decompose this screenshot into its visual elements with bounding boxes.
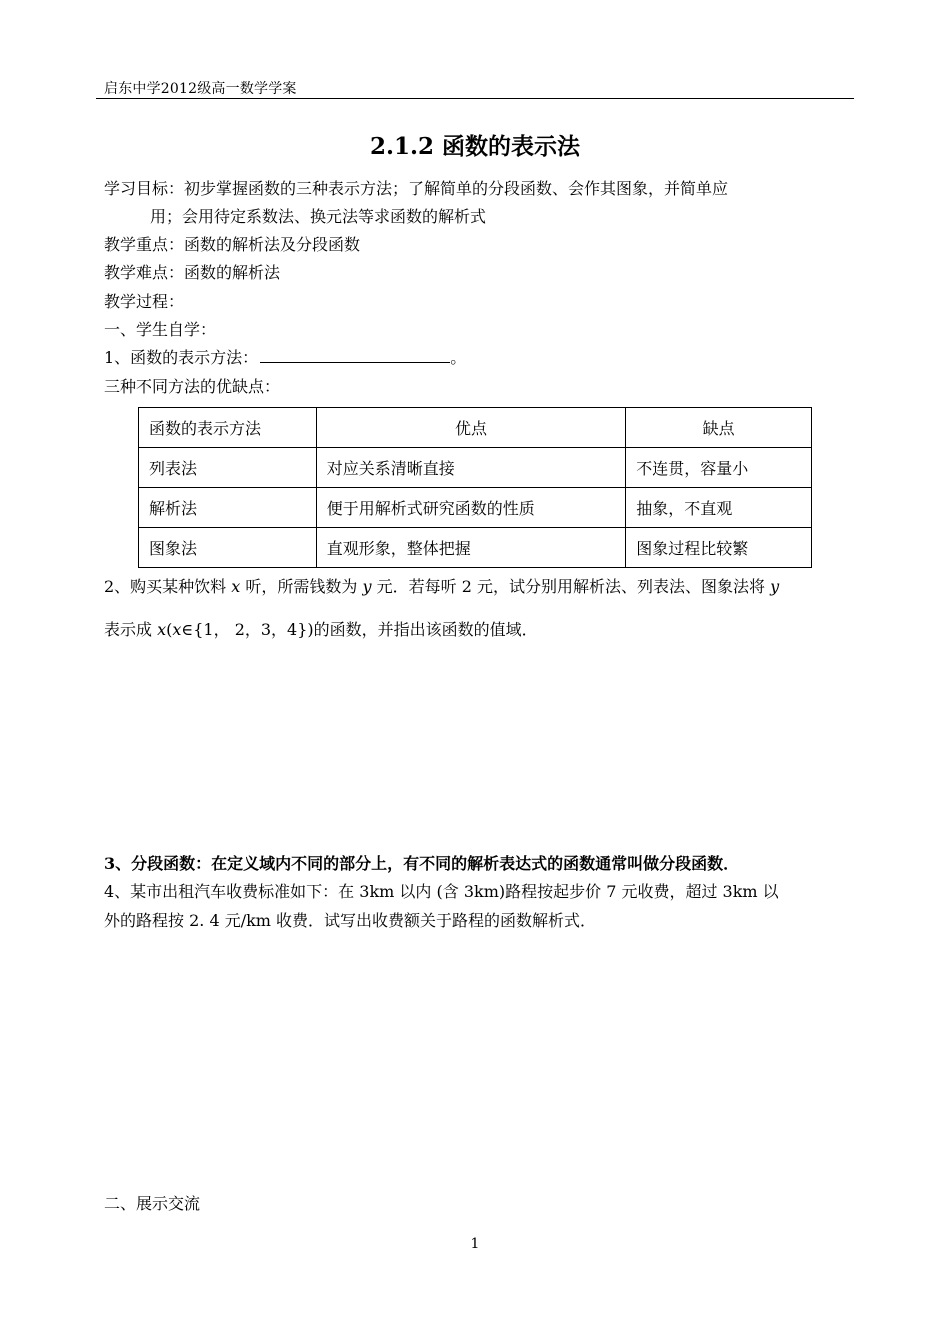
table-header-cell: 优点 bbox=[316, 408, 626, 448]
table-cell: 解析法 bbox=[139, 488, 317, 528]
question-2-line-2 bbox=[104, 617, 538, 640]
pros-cons-label: 三种不同方法的优缺点： bbox=[104, 377, 281, 396]
table-cell: 对应关系清晰直接 bbox=[316, 448, 626, 488]
table-cell: 便于用解析式研究函数的性质 bbox=[316, 488, 626, 528]
var-x: x bbox=[172, 620, 182, 639]
table-cell: 直观形象，整体把握 bbox=[316, 528, 626, 568]
document-title: 2.1.2 函数的表示法 bbox=[369, 133, 581, 160]
section-presentation: 二、展示交流 bbox=[104, 1194, 201, 1213]
page-number: 1 bbox=[470, 1236, 480, 1252]
table-cell: 抽象，不直观 bbox=[626, 488, 812, 528]
answer-blank[interactable] bbox=[260, 348, 450, 363]
table-cell: 图象法 bbox=[139, 528, 317, 568]
table-cell: 列表法 bbox=[139, 448, 317, 488]
question-1-prefix: 1、函数的表示方法： bbox=[104, 348, 259, 367]
var-x: x bbox=[231, 577, 241, 596]
header-rule bbox=[96, 98, 854, 99]
q2-text: 表示成 bbox=[104, 620, 158, 639]
teaching-process: 教学过程： bbox=[104, 292, 185, 311]
table-header-cell: 函数的表示方法 bbox=[139, 408, 317, 448]
question-4-line-1: 4、某市出租汽车收费标准如下：在 3km 以内 (含 3km)路程按起步价 7 元收费，超过 3km 以 bbox=[104, 882, 779, 901]
objectives-line-1: 学习目标：初步掌握函数的三种表示方法；了解简单的分段函数、会作其图象，并简单应 bbox=[104, 179, 729, 198]
table-header-cell: 缺点 bbox=[626, 408, 812, 448]
q2-text: 元．若每听 2 元，试分别用解析法、列表法、图象法将 bbox=[371, 577, 771, 596]
q2-text: ( bbox=[166, 620, 173, 639]
q2-text: ∈{1， 2，3，4})的函数，并指出该函数的值域． bbox=[181, 620, 538, 639]
table-row bbox=[139, 528, 812, 568]
var-y: y bbox=[770, 577, 780, 596]
key-point: 教学重点：函数的解析法及分段函数 bbox=[104, 235, 361, 254]
q2-text: 2、购买某种饮料 bbox=[104, 577, 232, 596]
table-header-row bbox=[139, 408, 812, 448]
table-row bbox=[139, 488, 812, 528]
question-2-line-1 bbox=[104, 574, 779, 597]
question-1 bbox=[104, 345, 466, 368]
table-cell: 图象过程比较繁 bbox=[626, 528, 812, 568]
difficulty: 教学难点：函数的解析法 bbox=[104, 263, 281, 282]
methods-table bbox=[138, 407, 812, 568]
question-4-line-2: 外的路程按 2. 4 元/km 收费．试写出收费额关于路程的函数解析式． bbox=[104, 911, 597, 930]
section-self-study: 一、学生自学： bbox=[104, 320, 217, 339]
table-cell: 不连贯，容量小 bbox=[626, 448, 812, 488]
question-3: 3、分段函数：在定义域内不同的部分上，有不同的解析表达式的函数通常叫做分段函数． bbox=[104, 854, 740, 873]
var-y: y bbox=[362, 577, 372, 596]
table-row bbox=[139, 448, 812, 488]
var-x: x bbox=[157, 620, 167, 639]
objectives-line-2: 用；会用待定系数法、换元法等求函数的解析式 bbox=[150, 207, 487, 226]
page-header: 启东中学2012级高一数学学案 bbox=[104, 81, 297, 97]
q2-text: 听，所需钱数为 bbox=[240, 577, 363, 596]
question-1-suffix: 。 bbox=[450, 348, 467, 367]
